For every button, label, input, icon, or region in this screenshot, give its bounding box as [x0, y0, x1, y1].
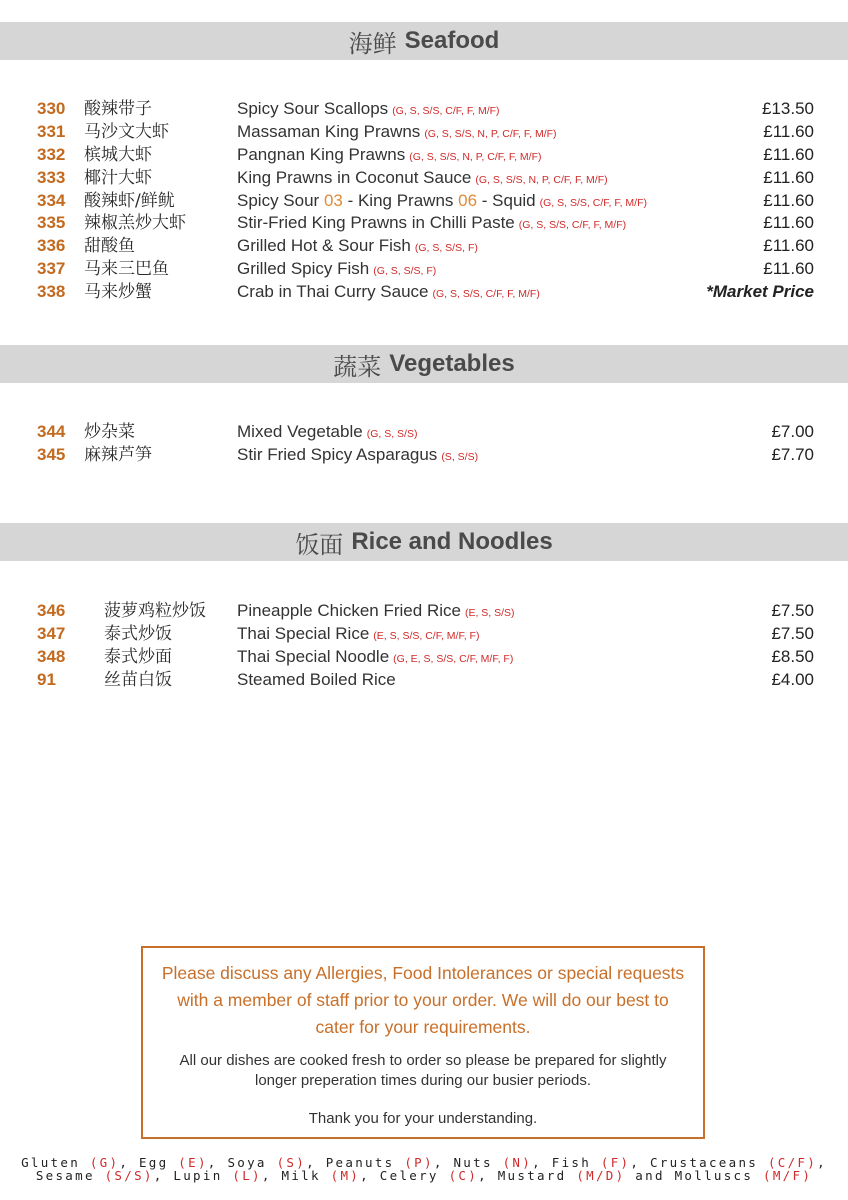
allergen-codes: (E, S, S/S, C/F, M/F, F)	[373, 629, 480, 642]
item-name-en: Pineapple Chicken Fried Rice (E, S, S/S)	[237, 601, 515, 620]
preparation-notice-text: All our dishes are cooked fresh to order so please be prepared for slightly longer preperation times during our busier periods.	[179, 1052, 667, 1089]
item-name-en: Grilled Hot & Sour Fish (G, S, S/S, F)	[237, 236, 478, 256]
menu-item	[0, 167, 848, 190]
item-price: £11.60	[763, 144, 814, 164]
item-name-en: Steamed Boiled Rice	[237, 669, 396, 689]
item-name-en: Spicy Sour Scallops (G, S, S/S, C/F, F, M/F)	[237, 99, 500, 118]
item-number: 334	[37, 190, 66, 210]
item-price: £11.60	[763, 167, 814, 187]
item-number: 335	[37, 213, 66, 233]
menu-item	[0, 600, 848, 623]
item-price: £4.00	[771, 669, 814, 689]
item-name-cn: 椰汁大虾	[84, 167, 152, 188]
item-price: £11.60	[763, 121, 814, 141]
menu-item	[0, 98, 848, 121]
allergen-codes: (G, S, S/S, N, P, C/F, F, M/F)	[409, 150, 542, 163]
item-number: 332	[37, 144, 66, 164]
section-header-rice-noodles	[0, 523, 848, 561]
item-price: £11.60	[763, 190, 814, 210]
item-name-en: Massaman King Prawns (G, S, S/S, N, P, C/F, F, M/F)	[237, 121, 557, 141]
allergen-codes: (S, S/S)	[441, 450, 479, 463]
menu-item	[0, 190, 848, 213]
vegetables-list	[0, 421, 848, 467]
menu-item	[0, 281, 848, 304]
item-number: 91	[37, 669, 56, 689]
item-name-cn: 马来炒蟹	[84, 282, 152, 303]
item-number: 330	[37, 99, 66, 118]
allergen-codes: (G, S, S/S, C/F, F, M/F)	[539, 196, 647, 209]
rice-noodles-list	[0, 600, 848, 692]
seafood-list	[0, 98, 848, 304]
legend-line-2: Sesame (S/S), Lupin (L), Milk (M), Celery (C), Mustard (M/D) and Molluscs (M/F)	[35, 1167, 813, 1183]
menu-item	[0, 144, 848, 167]
item-price: £7.50	[771, 623, 814, 643]
item-price: £8.50	[771, 646, 814, 666]
menu-item	[0, 444, 848, 467]
item-price: £11.60	[763, 259, 814, 279]
allergen-codes: (G, S, S/S, N, P, C/F, F, M/F)	[475, 173, 608, 186]
item-name-cn: 甜酸鱼	[84, 236, 135, 257]
section-title-cn: 饭面	[295, 530, 344, 559]
item-name-en: King Prawns in Coconut Sauce (G, S, S/S, N, P, C/F, F, M/F)	[237, 167, 608, 187]
section-header-seafood	[0, 22, 848, 60]
thanks-text: Thank you for your understanding.	[308, 1110, 538, 1127]
item-name-cn: 酸辣虾/鲜鱿	[84, 190, 175, 211]
item-name-cn: 泰式炒面	[104, 646, 172, 667]
item-name-en: Stir Fried Spicy Asparagus (S, S/S)	[237, 444, 479, 464]
allergy-notice-box	[141, 946, 705, 1139]
item-number: 331	[37, 121, 66, 141]
item-name-en: Spicy Sour 03 - King Prawns 06 - Squid (G, S, S/S, C/F, F, M/F)	[237, 190, 647, 210]
allergen-codes: (E, S, S/S)	[464, 607, 515, 619]
item-number: 344	[37, 422, 66, 441]
item-name-cn: 菠萝鸡粒炒饭	[104, 601, 206, 621]
section-header-vegetables	[0, 345, 848, 383]
allergen-codes: (G, S, S/S, F)	[373, 265, 437, 278]
legend-line-1: Gluten (G), Egg (E), Soya (S), Peanuts (P), Nuts (N), Fish (F), Crustaceans (C/F),	[21, 1155, 827, 1170]
item-price: £7.50	[771, 601, 814, 620]
allergen-codes: (G, S, S/S, F)	[414, 242, 478, 255]
menu-item	[0, 258, 848, 281]
menu-item	[0, 623, 848, 646]
item-name-cn: 泰式炒饭	[104, 623, 172, 644]
item-name-cn: 酸辣带子	[84, 99, 152, 119]
menu-item	[0, 669, 848, 692]
item-number: 348	[37, 646, 66, 666]
item-name-en: Mixed Vegetable (G, S, S/S)	[237, 422, 418, 441]
item-name-cn: 马来三巴鱼	[84, 259, 169, 280]
allergy-notice-text: Please discuss any Allergies, Food Intolerances or special requests with a member of staff prior to your order. We will do our best to cater for your requirements.	[161, 963, 685, 1037]
item-number: 338	[37, 282, 66, 302]
menu-item	[0, 212, 848, 235]
item-name-cn: 丝苗白饭	[104, 669, 172, 690]
item-number: 337	[37, 259, 66, 279]
variant-number: 06	[458, 190, 478, 210]
item-name-en: Stir-Fried King Prawns in Chilli Paste (G, S, S/S, C/F, F, M/F)	[237, 213, 627, 233]
item-name-en: Thai Special Rice (E, S, S/S, C/F, M/F, F)	[237, 623, 480, 643]
menu-item	[0, 235, 848, 258]
allergen-codes: (G, S, S/S, C/F, F, M/F)	[392, 105, 500, 117]
item-name-en: Pangnan King Prawns (G, S, S/S, N, P, C/F, F, M/F)	[237, 144, 542, 164]
menu-item	[0, 421, 848, 444]
item-number: 347	[37, 623, 66, 643]
item-number: 345	[37, 444, 66, 464]
section-title-en: Vegetables	[389, 350, 515, 377]
section-title-en: Rice and Noodles	[351, 528, 553, 555]
item-name-cn: 炒杂菜	[84, 422, 135, 442]
item-number: 336	[37, 236, 66, 256]
allergen-codes: (G, S, S/S)	[366, 428, 418, 440]
section-title-cn: 蔬菜	[333, 352, 382, 381]
item-name-cn: 槟城大虾	[84, 144, 152, 165]
allergen-codes: (G, E, S, S/S, C/F, M/F, F)	[393, 652, 514, 665]
section-title-cn: 海鲜	[348, 29, 397, 58]
item-number: 333	[37, 167, 66, 187]
item-price: £11.60	[763, 236, 814, 256]
item-price: £7.00	[771, 422, 814, 441]
item-name-cn: 麻辣芦笋	[84, 444, 152, 465]
variant-number: 03	[323, 190, 343, 210]
allergen-legend	[0, 1157, 848, 1182]
allergen-codes: (G, S, S/S, C/F, F, M/F)	[518, 219, 627, 232]
item-price: £11.60	[763, 213, 814, 233]
item-name-en: Grilled Spicy Fish (G, S, S/S, F)	[237, 259, 437, 279]
item-price: £13.50	[762, 99, 814, 118]
menu-item	[0, 121, 848, 144]
item-price: *Market Price	[706, 282, 814, 302]
allergen-codes: (G, S, S/S, N, P, C/F, F, M/F)	[424, 127, 557, 140]
menu-item	[0, 646, 848, 669]
item-name-en: Crab in Thai Curry Sauce (G, S, S/S, C/F, F, M/F)	[237, 282, 540, 302]
item-number: 346	[37, 601, 66, 620]
item-name-cn: 辣椒羔炒大虾	[84, 213, 186, 234]
allergen-codes: (G, S, S/S, C/F, F, M/F)	[432, 288, 540, 301]
item-price: £7.70	[771, 444, 814, 464]
section-title-en: Seafood	[404, 27, 500, 54]
item-name-cn: 马沙文大虾	[84, 121, 169, 142]
item-name-en: Thai Special Noodle (G, E, S, S/S, C/F, M/F, F)	[237, 646, 514, 666]
